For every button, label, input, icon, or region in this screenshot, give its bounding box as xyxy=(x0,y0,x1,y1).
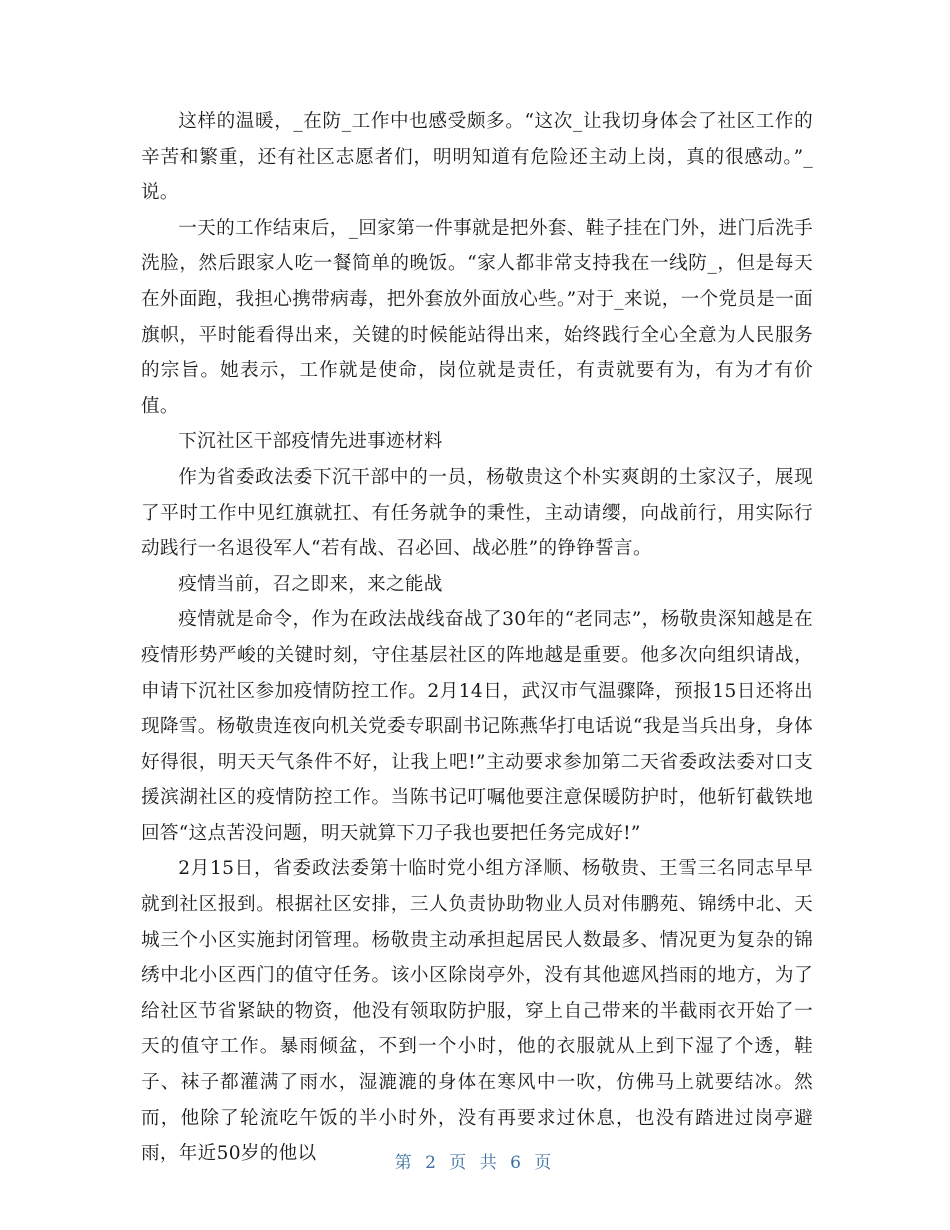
page-number-footer: 第 2 页 共 6 页 xyxy=(394,1153,556,1173)
section-heading-1: 下沉社区干部疫情先进事迹材料 xyxy=(178,431,443,453)
paragraph-5: 2月15日，省委政法委第十临时党小组方泽顺、杨敬贵、王雪三名同志早早就到社区报到。根据社区安排，三人负责协助物业人员对伟鹏苑、锦绣中北、天城三个小区实施封闭管理。杨敬贵主动承担起居民人数最多、情况更为复杂的锦绣中北小区西门的值守任务。该小区除岗亭外，没有其他遮风挡雨的地方，为了给社区节省紧缺的物资，他没有领取防护服，穿上自己带来的半截雨衣开始了一天的值守工作。暴雨倾盆，不到一个小时，他的衣服就从上到下湿了个透，鞋子、袜子都灌满了雨水，湿漉漉的身体在寒风中一吹，仿佛马上就要结冰。然而，他除了轮流吃午饭的半小时外，没有再要求过休息，也没有踏进过岗亭避雨，年近50岁的他以 xyxy=(141,858,813,1165)
section-heading-2: 疫情当前，召之即来，来之能战 xyxy=(178,573,443,595)
paragraph-1: 这样的温暖，_在防_工作中也感受颇多。“这次_让我切身体会了社区工作的辛苦和繁重，还有社区志愿者们，明明知道有危险还主动上岗，真的很感动。”_说。 xyxy=(141,111,813,204)
paragraph-4: 疫情就是命令，作为在政法战线奋战了30年的“老同志”，杨敬贵深知越是在疫情形势严峻的关键时刻，守住基层社区的阵地越是重要。他多次向组织请战，申请下沉社区参加疫情防控工作。2月14日，武汉市气温骤降，预报15日还将出现降雪。杨敬贵连夜向机关党委专职副书记陈燕华打电话说“我是当兵出身，身体好得很，明天天气条件不好，让我上吧!”主动要求参加第二天省委政法委对口支援滨湖社区的疫情防控工作。当陈书记叮嘱他要注意保暖防护时，他斩钉截铁地回答“这点苦没问题，明天就算下刀子我也要把任务完成好!” xyxy=(141,609,813,844)
paragraph-3: 作为省委政法委下沉干部中的一员，杨敬贵这个朴实爽朗的土家汉子，展现了平时工作中见红旗就扛、有任务就争的秉性，主动请缨，向战前行，用实际行动践行一名退役军人“若有战、召必回、战必胜”的铮铮誓言。 xyxy=(141,466,813,560)
paragraph-2: 一天的工作结束后，_回家第一件事就是把外套、鞋子挂在门外，进门后洗手洗脸，然后跟家人吃一餐简单的晚饭。“家人都非常支持我在一线防_，但是每天在外面跑，我担心携带病毒，把外套放外面放心些。”对于_来说，一个党员是一面旗帜，平时能看得出来，关键的时候能站得出来，始终践行全心全意为人民服务的宗旨。她表示，工作就是使命，岗位就是责任，有责就要有为，有为才有价值。 xyxy=(141,217,813,417)
document-body xyxy=(141,104,813,1172)
